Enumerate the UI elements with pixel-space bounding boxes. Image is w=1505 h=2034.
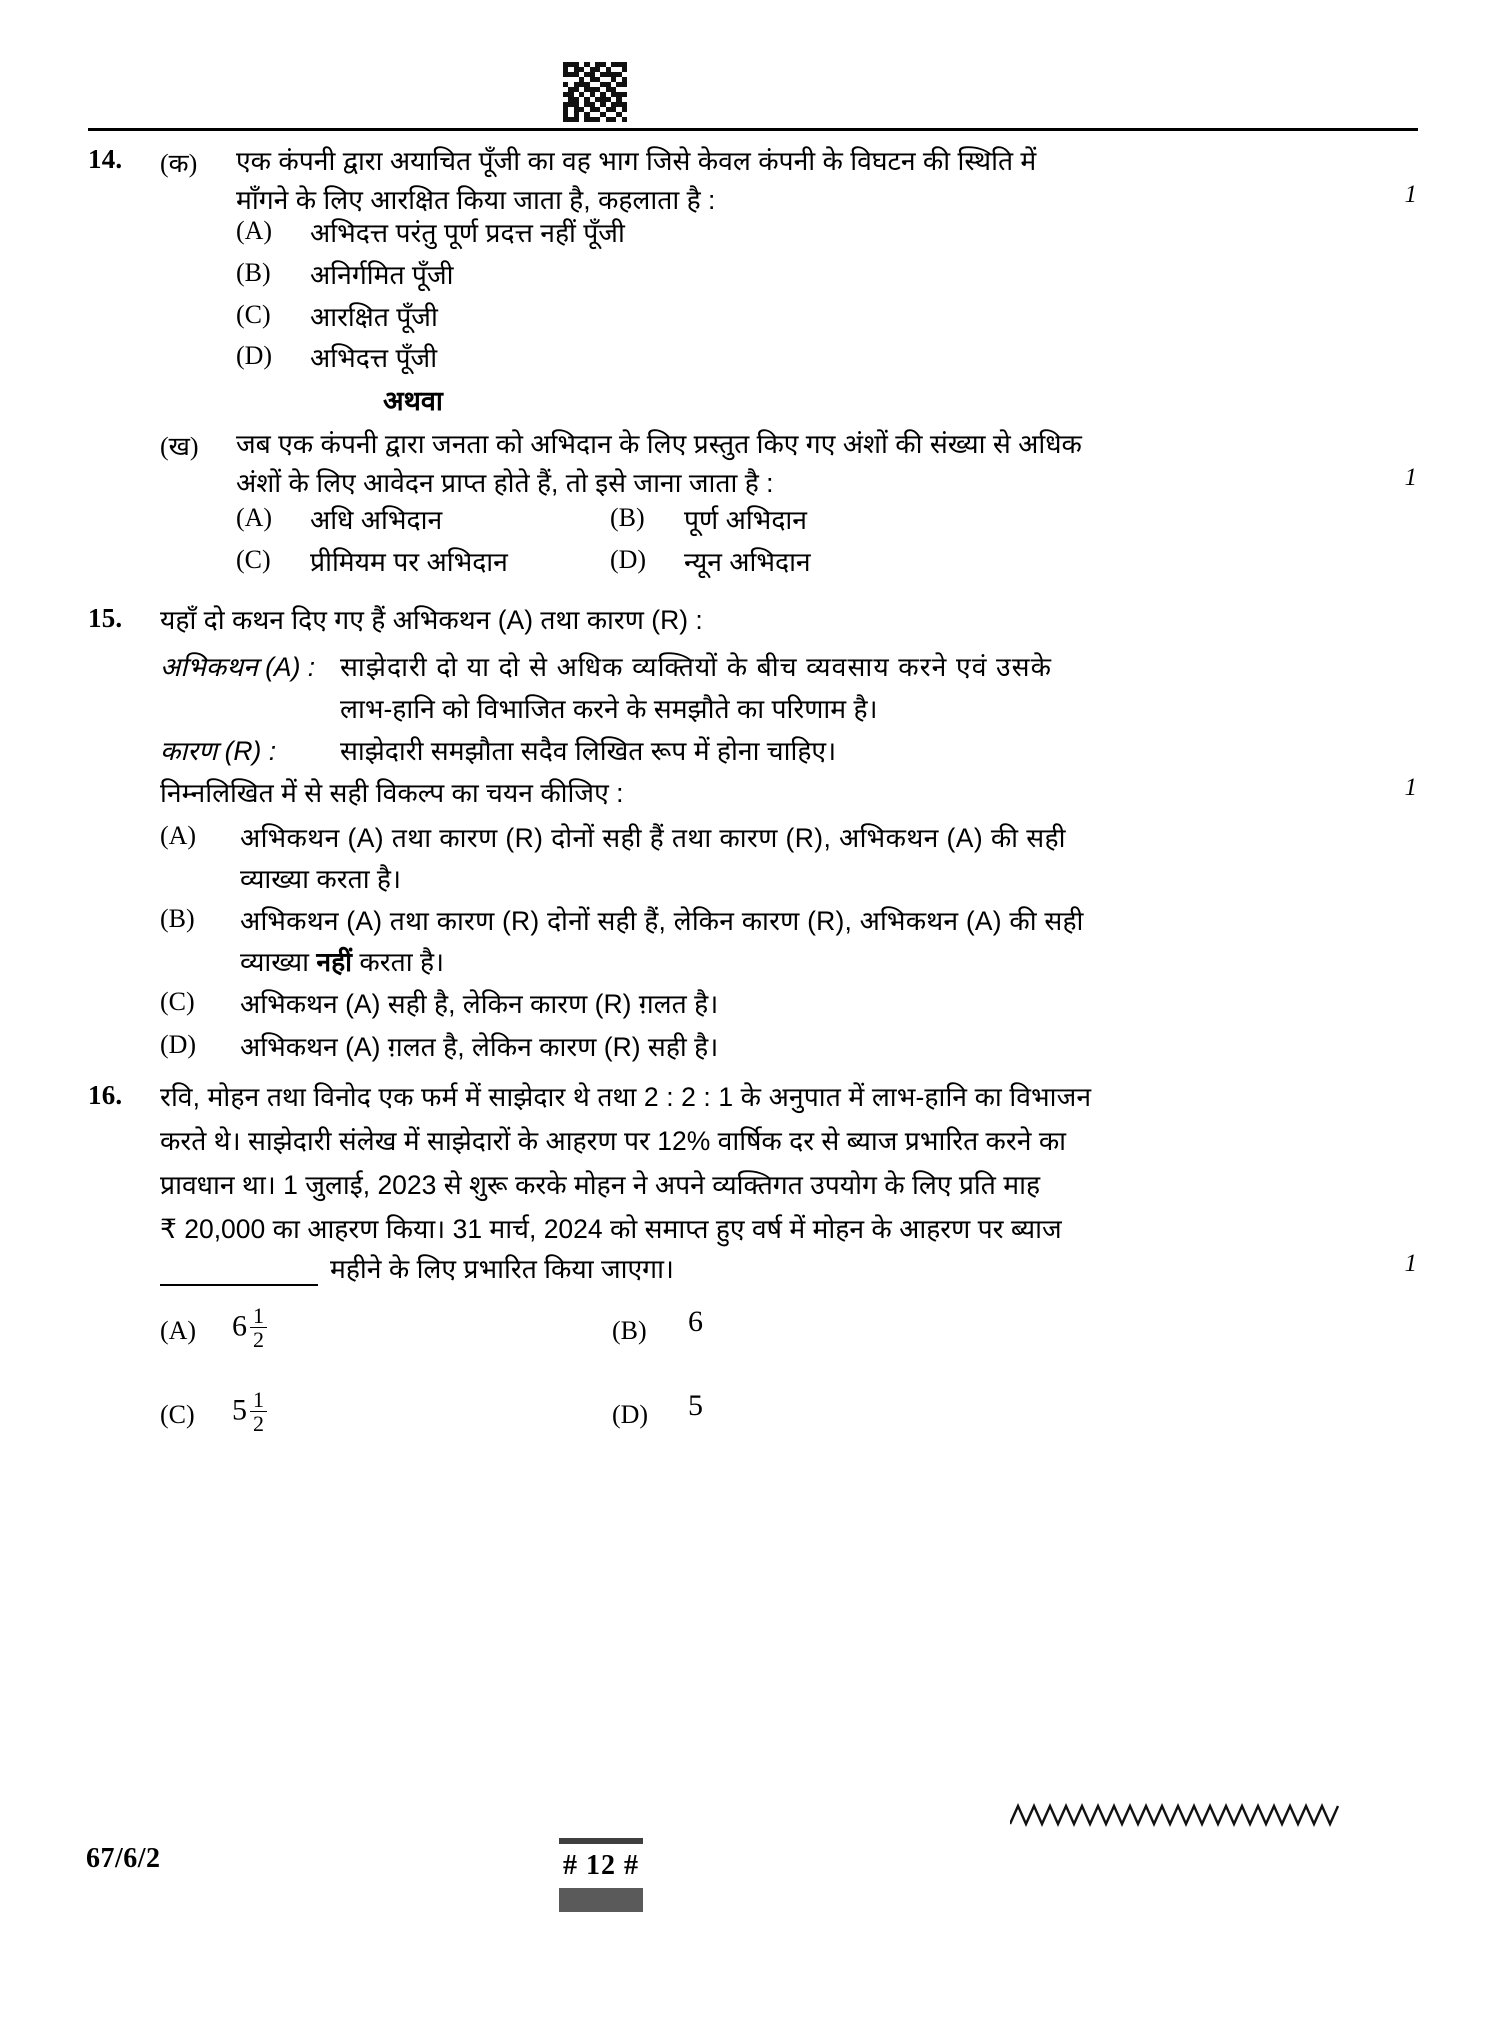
q14a-option-b-label[interactable]: (B)	[236, 258, 271, 287]
q16-option-b-label[interactable]: (B)	[612, 1316, 647, 1345]
paper-code: 67/6/2	[86, 1843, 161, 1874]
question-14-part-a-line-1: एक कंपनी द्वारा अयाचित पूँजी का वह भाग जिसे केवल कंपनी के विघटन की स्थिति में	[236, 146, 1037, 176]
question-14-part-b-line-1: जब एक कंपनी द्वारा जनता को अभिदान के लिए प्रस्तुत किए गए अंशों की संख्या से अधिक	[236, 429, 1082, 459]
q14a-option-d-text[interactable]: अभिदत्त पूँजी	[310, 343, 438, 373]
q15-option-a-line-2[interactable]: व्याख्या करता है।	[240, 864, 402, 894]
q14b-option-b-text[interactable]: पूर्ण अभिदान	[684, 505, 807, 535]
question-14-part-b-marks: 1	[1404, 464, 1417, 491]
q14b-option-d-label[interactable]: (D)	[610, 545, 647, 574]
question-14-part-b-label: (ख)	[160, 432, 199, 461]
q16-option-c-label[interactable]: (C)	[160, 1400, 195, 1429]
q15-option-d-label[interactable]: (D)	[160, 1030, 197, 1059]
q16-option-a-whole: 6	[232, 1309, 247, 1343]
q16-option-d-value[interactable]: 5	[688, 1389, 703, 1422]
q16-option-c-numerator: 1	[253, 1387, 264, 1412]
question-14-part-b-line-2: अंशों के लिए आवेदन प्राप्त होते हैं, तो इसे जाना जाता है :	[236, 468, 774, 498]
question-16-marks: 1	[1404, 1250, 1417, 1277]
q14a-option-c-label[interactable]: (C)	[236, 300, 271, 329]
question-16-line-3: प्रावधान था। 1 जुलाई, 2023 से शुरू करके मोहन ने अपने व्यक्तिगत उपयोग के लिए प्रति माह	[160, 1170, 1041, 1200]
q14a-option-a-label[interactable]: (A)	[236, 216, 273, 245]
q14a-option-b-text[interactable]: अनिर्गमित पूँजी	[310, 260, 454, 290]
q14b-option-c-text[interactable]: प्रीमियम पर अभिदान	[310, 547, 508, 577]
assertion-label: अभिकथन (A) :	[160, 652, 316, 682]
q16-option-a-value[interactable]	[232, 1305, 267, 1352]
q14b-option-a-label[interactable]: (A)	[236, 503, 273, 532]
q15-option-b-text-pre: व्याख्या	[240, 947, 317, 977]
q15-option-c-text[interactable]: अभिकथन (A) सही है, लेकिन कारण (R) ग़लत है।	[240, 989, 719, 1019]
q16-option-c-whole: 5	[232, 1393, 247, 1427]
q14b-option-c-label[interactable]: (C)	[236, 545, 271, 574]
assertion-line-1: साझेदारी दो या दो से अधिक व्यक्तियों के बीच व्यवसाय करने एवं उसके	[340, 652, 1053, 682]
q14b-option-b-label[interactable]: (B)	[610, 503, 645, 532]
q15-option-c-label[interactable]: (C)	[160, 987, 195, 1016]
question-14-part-a-marks: 1	[1404, 181, 1417, 208]
zigzag-decoration	[1010, 1800, 1340, 1830]
q16-option-a-numerator: 1	[253, 1303, 264, 1328]
or-separator-14: अथवा	[383, 386, 443, 416]
assertion-line-2: लाभ-हानि को विभाजित करने के समझौते का परिणाम है।	[340, 694, 878, 724]
q16-option-b-value[interactable]: 6	[688, 1305, 703, 1338]
question-15-stem: यहाँ दो कथन दिए गए हैं अभिकथन (A) तथा कारण (R) :	[160, 605, 703, 635]
q16-option-c-value[interactable]	[232, 1389, 267, 1436]
q14a-option-c-text[interactable]: आरक्षित पूँजी	[310, 302, 438, 332]
q16-option-c-fraction	[250, 1388, 267, 1435]
question-16-line-1: रवि, मोहन तथा विनोद एक फर्म में साझेदार थे तथा 2 : 2 : 1 के अनुपात में लाभ-हानि का विभाजन	[160, 1082, 1092, 1112]
reason-label: कारण (R) :	[160, 736, 277, 766]
page-marker	[546, 1838, 656, 1912]
question-14-part-a-line-2: माँगने के लिए आरक्षित किया जाता है, कहलाता है :	[236, 185, 716, 215]
q14b-option-d-text[interactable]: न्यून अभिदान	[684, 547, 811, 577]
q15-option-a-line-1[interactable]: अभिकथन (A) तथा कारण (R) दोनों सही हैं तथा कारण (R), अभिकथन (A) की सही	[240, 823, 1066, 853]
qr-code-icon	[563, 62, 627, 122]
q15-option-a-label[interactable]: (A)	[160, 821, 197, 850]
question-14-part-a-label: (क)	[160, 149, 198, 178]
question-16-number: 16.	[88, 1080, 123, 1110]
q14a-option-d-label[interactable]: (D)	[236, 341, 273, 370]
q16-option-a-label[interactable]: (A)	[160, 1316, 197, 1345]
fill-in-blank[interactable]	[160, 1284, 318, 1286]
q15-option-b-emphasis: नहीं	[316, 947, 353, 977]
question-16-line-2: करते थे। साझेदारी संलेख में साझेदारों के आहरण पर 12% वार्षिक दर से ब्याज प्रभारित करने का	[160, 1126, 1067, 1156]
page-marker-top-bar	[559, 1838, 643, 1844]
q16-option-c-denominator: 2	[250, 1411, 267, 1435]
q16-option-a-denominator: 2	[250, 1327, 267, 1351]
question-16-blank-line-text: महीने के लिए प्रभारित किया जाएगा।	[330, 1254, 674, 1284]
page-marker-bottom-bar	[559, 1888, 643, 1912]
q14b-option-a-text[interactable]: अधि अभिदान	[310, 505, 443, 535]
q14a-option-a-text[interactable]: अभिदत्त परंतु पूर्ण प्रदत्त नहीं पूँजी	[310, 218, 625, 248]
question-16-line-4: ₹ 20,000 का आहरण किया। 31 मार्च, 2024 को समाप्त हुए वर्ष में मोहन के आहरण पर ब्याज	[160, 1214, 1062, 1244]
q15-option-b-text-post: करता है।	[352, 947, 445, 977]
q16-option-a-fraction	[250, 1304, 267, 1351]
question-15-number: 15.	[88, 603, 123, 633]
header-rule	[88, 128, 1418, 131]
q15-option-d-text[interactable]: अभिकथन (A) ग़लत है, लेकिन कारण (R) सही है।	[240, 1032, 719, 1062]
page-number: # 12 #	[563, 1850, 639, 1881]
q15-option-b-label[interactable]: (B)	[160, 904, 195, 933]
question-15-marks: 1	[1404, 774, 1417, 801]
q15-option-b-line-1[interactable]: अभिकथन (A) तथा कारण (R) दोनों सही हैं, लेकिन कारण (R), अभिकथन (A) की सही	[240, 906, 1084, 936]
q16-option-d-label[interactable]: (D)	[612, 1400, 649, 1429]
question-14-number: 14.	[88, 144, 123, 174]
reason-text: साझेदारी समझौता सदैव लिखित रूप में होना चाहिए।	[340, 736, 837, 766]
question-15-instruction: निम्नलिखित में से सही विकल्प का चयन कीजिए :	[160, 778, 624, 808]
q15-option-b-line-2[interactable]	[240, 943, 444, 982]
